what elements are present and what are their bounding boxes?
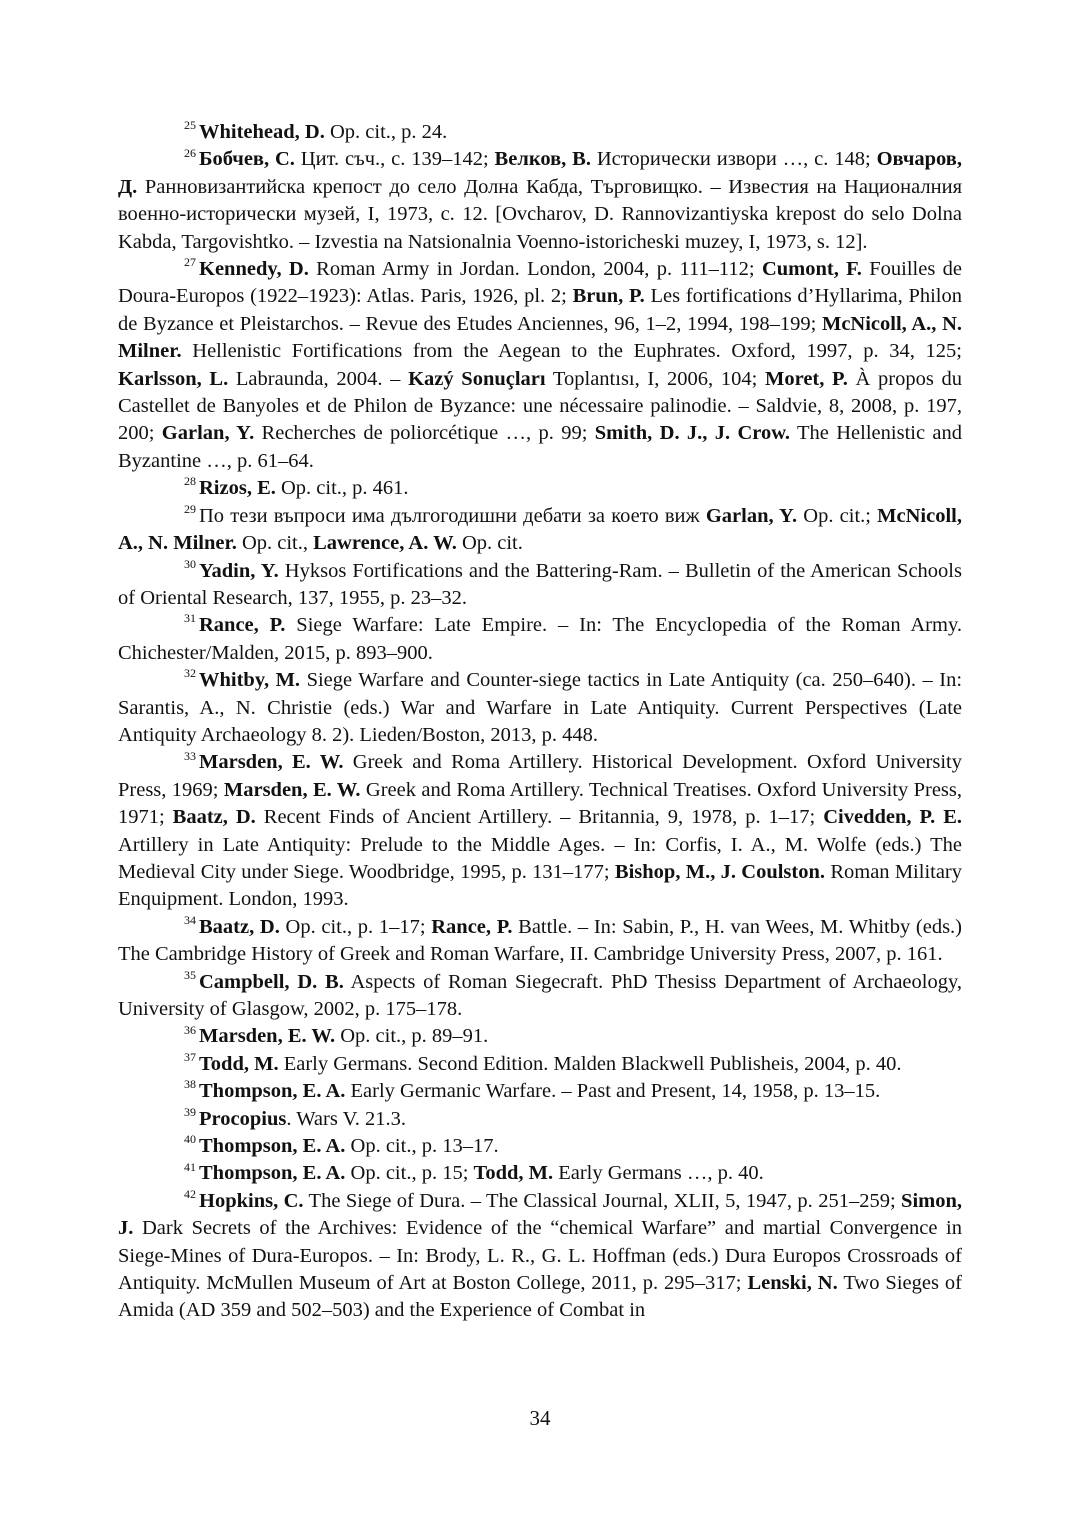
footnote-29 [118, 503, 962, 558]
footnote-author: Rance, P. [199, 614, 286, 637]
footnote-text: Op. cit., p. 15; [345, 1162, 474, 1185]
footnote-text: Siege Warfare and Counter-siege tactics in Late Antiquity (ca. 250–640). – In: Sarantis, A., N. Christie (eds.) War and Warfare in Late Antiquity. Current Perspectives (Late Antiquity Archaeology 8. 2). Lieden/Boston, 2013, p. 448. [118, 669, 963, 746]
footnote-text: Artillery in Late Antiquity: Prelude to the Middle Ages. – In: Corfis, I. A., M. Wolfe (eds.) The Medieval City under Siege. Woodbridge, 1995, p. 131–177; [118, 833, 962, 883]
footnote-text: À propos du Castellet de Banyoles et de Philon de Byzance: une nécessaire palinodie. – Saldvie, 8, 2008, p. 197, 200; [118, 367, 962, 445]
footnote-author: Civedden, P. E. [823, 806, 963, 829]
footnote-text: Roman Military Enquipment. London, 1993. [118, 860, 963, 911]
footnote-text: Greek and Roma Artillery. Historical Development. Oxford University Press, 1969; [118, 751, 963, 801]
footnote-text: Greek and Roma Artillery. Technical Treatises. Oxford University Press, 1971; [118, 778, 963, 829]
footnote-text: Цит. съч., с. 139–142; [294, 148, 495, 171]
footnote-text: Ранновизантийска крепост до село Долна Кабда, Търговищко. – Известия на Националния военно-исторически музей, I, 1973, с. 12. [Ovcharov, D. Rannovizantiyska krepost do selo Dolna Kabda, Targovishtko. – Izvestia na Natsionalnia Voenno-istoricheski muzey, I, 1973, s. 12]. [118, 175, 962, 253]
footnote-author: Whitehead, D. [199, 121, 325, 143]
footnote-author: Simon, J. [118, 1189, 962, 1240]
footnote-author: Baatz, D. [172, 806, 256, 829]
footnote-number: 41 [184, 1159, 196, 1174]
footnote-author: McNicoll, A., N. Milner. [118, 312, 962, 363]
footnote-text: Op. cit., p. 24. [324, 121, 448, 143]
footnote-number: 37 [184, 1049, 196, 1064]
footnote-author: Marsden, E. W. [199, 751, 344, 774]
footnote-text: Siege Warfare: Late Empire. – In: The Encyclopedia of the Roman Army. Chichester/Malden, 2015, p. 893–900. [118, 614, 962, 664]
footnote-author: Baatz, D. [199, 915, 280, 938]
footnote-text: Early Germans. Second Edition. Malden Blackwell Publisheis, 2004, p. 40. [278, 1052, 902, 1075]
footnote-text: Dark Secrets of the Archives: Evidence of the “chemical Warfare” and martial Convergence in Siege-Mines of Dura-Europos. – In: Brody, L. R., G. L. Hoffman (eds.) Dura Europos Crossroads of Antiquity. McMullen Museum of Art at Boston College, 2011, p. 295–317; [118, 1217, 962, 1295]
footnote-author: Whitby, M. [199, 669, 301, 692]
footnote-author: Campbell, D. B. [199, 970, 344, 993]
footnote-39 [118, 1106, 962, 1133]
footnote-author: Brun, P. [572, 285, 645, 308]
footnote-text: Hellenistic Fortifications from the Aegean to the Euphrates. Oxford, 1997, p. 34, 125; [181, 340, 962, 363]
footnote-text: Op. cit., p. 89–91. [335, 1025, 489, 1048]
footnote-number: 40 [184, 1132, 196, 1147]
footnote-author: Thompson, E. A. [199, 1135, 346, 1158]
footnote-text: Early Germanic Warfare. – Past and Present, 14, 1958, p. 13–15. [345, 1080, 881, 1103]
footnote-text: Fouilles de Doura-Europos (1922–1923): Atlas. Paris, 1926, pl. 2; [118, 258, 962, 308]
footnote-author: Marsden, E. W. [199, 1025, 336, 1048]
footnote-author: Marsden, E. W. [223, 778, 361, 801]
footnote-36 [118, 1023, 962, 1050]
footnote-author: Бобчев, С. [199, 148, 295, 171]
page-number: 34 [529, 1406, 551, 1430]
footnote-number: 25 [184, 118, 196, 133]
footnote-text: Hyksos Fortifications and the Battering-Ram. – Bulletin of the American Schools of Oriental Research, 137, 1955, p. 23–32. [118, 559, 962, 609]
footnote-text: Op. cit., p. 13–17. [345, 1135, 499, 1158]
footnote-28 [118, 475, 962, 502]
footnote-author: Овчаров, Д. [118, 148, 962, 198]
footnote-text: Исторически извори …, с. 148; [590, 148, 877, 171]
footnote-31 [118, 612, 962, 667]
footnote-number: 29 [184, 501, 196, 516]
footnote-number: 42 [184, 1187, 196, 1202]
footnote-34 [118, 914, 962, 969]
footnote-text: Battle. – In: Sabin, P., H. van Wees, M. Whitby (eds.) The Cambridge History of Greek and Roman Warfare, II. Cambridge University Press, 2007, p. 161. [118, 915, 962, 966]
footnote-text: Toplantısı, I, 2006, 104; [545, 367, 765, 390]
footnote-number: 30 [184, 556, 196, 571]
footnote-author: Lenski, N. [747, 1272, 838, 1295]
footnote-text: Early Germans …, p. 40. [553, 1162, 764, 1185]
footnote-32 [118, 667, 962, 749]
footnote-author: Велков, В. [494, 148, 591, 171]
footnote-30 [118, 558, 962, 613]
footnote-author: Cumont, F. [761, 258, 862, 281]
footnote-text: Labraunda, 2004. – [228, 367, 409, 390]
footnote-text: Les fortifications d’Hyllarima, Philon de Byzance et Pleistarchos. – Revue des Etudes Anciennes, 96, 1–2, 1994, 198–199; [118, 285, 962, 335]
footnote-number: 39 [184, 1104, 196, 1119]
footnote-number: 27 [184, 255, 196, 270]
footnote-author: Garlan, Y. [161, 422, 255, 445]
footnote-number: 34 [184, 912, 196, 927]
footnote-number: 33 [184, 748, 196, 763]
footnote-author: Rizos, E. [199, 477, 276, 500]
footnote-37 [118, 1051, 962, 1078]
footnote-author: Rance, P. [431, 915, 513, 938]
footnote-author: Kennedy, D. [199, 258, 309, 281]
footnote-number: 26 [184, 145, 196, 160]
footnote-text: Recent Finds of Ancient Artillery. – Britannia, 9, 1978, p. 1–17; [255, 806, 824, 829]
footnote-text: Op. cit., [236, 532, 314, 555]
footnote-text: Aspects of Roman Siegecraft. PhD Thesiss Department of Archaeology, University of Glasgow, 2002, p. 175–178. [118, 970, 963, 1020]
footnote-number: 35 [184, 967, 196, 982]
footnote-35 [118, 969, 962, 1024]
footnote-author: Kazý Sonuçları [408, 367, 546, 390]
footnote-text: Roman Army in Jordan. London, 2004, p. 111–112; [308, 258, 762, 281]
footnote-author: Moret, P. [765, 367, 848, 390]
footnote-author: Procopius [199, 1107, 287, 1130]
footnote-38 [118, 1078, 962, 1105]
footnote-text: Op. cit., p. 461. [275, 477, 409, 500]
footnote-text: The Siege of Dura. – The Classical Journal, XLII, 5, 1947, p. 251–259; [303, 1189, 902, 1212]
footnote-author: Todd, M. [473, 1162, 554, 1185]
footnote-author: Hopkins, C. [199, 1189, 304, 1212]
footnote-author: Thompson, E. A. [199, 1162, 346, 1185]
footnote-25 [118, 119, 962, 146]
footnote-text: The Hellenistic and Byzantine …, p. 61–64. [118, 422, 962, 472]
footnote-text: По тези въпроси има дългогодишни дебати за което виж [199, 504, 706, 527]
footnote-number: 32 [184, 666, 196, 681]
footnote-author: Karlsson, L. [118, 367, 229, 390]
footnote-author: McNicoll, A., N. Milner. [118, 504, 962, 555]
footnote-33 [118, 749, 962, 913]
footnote-27 [118, 256, 962, 475]
footnote-text: Recherches de poliorcétique …, p. 99; [254, 422, 595, 445]
footnote-text: Op. cit.; [797, 504, 878, 527]
footnote-author: Yadin, Y. [199, 559, 279, 582]
footnote-26 [118, 146, 962, 256]
footnote-text: Op. cit., p. 1–17; [279, 915, 432, 938]
footnote-author: Bishop, M., J. Coulston. [614, 860, 826, 883]
footnote-author: Todd, M. [199, 1052, 279, 1075]
footnote-41 [118, 1160, 962, 1187]
footnote-number: 28 [184, 474, 196, 489]
footnote-author: Garlan, Y. [705, 504, 798, 527]
footnote-text: Op. cit. [456, 532, 523, 555]
footnote-author: Lawrence, A. W. [313, 532, 457, 555]
footnotes-block [118, 119, 962, 1325]
footnote-text: Two Sieges of Amida (AD 359 and 502–503) and the Experience of Combat in [118, 1272, 962, 1322]
footnote-number: 36 [184, 1022, 196, 1037]
footnote-40 [118, 1133, 962, 1160]
footnote-author: Thompson, E. A. [199, 1080, 346, 1103]
footnote-text: . Wars V. 21.3. [286, 1107, 406, 1130]
footnote-42 [118, 1188, 962, 1325]
footnote-author: Smith, D. J., J. Crow. [594, 422, 791, 445]
footnote-number: 38 [184, 1077, 196, 1092]
footnote-number: 31 [184, 611, 196, 626]
